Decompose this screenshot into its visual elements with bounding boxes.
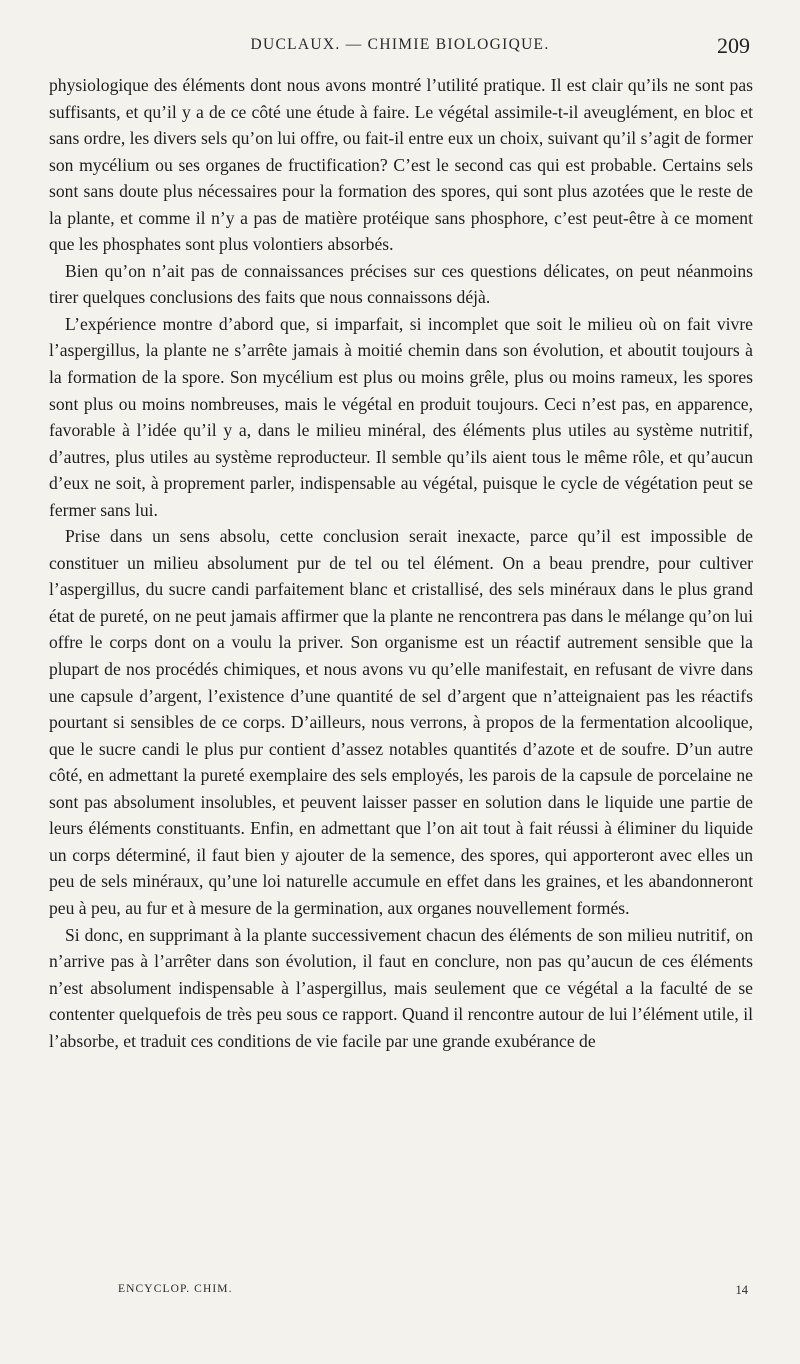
- paragraph: Prise dans un sens absolu, cette conclusion serait inexacte, parce qu’il est impossible de constituer un milieu absolument pur de tel ou tel élément. On a beau prendre, pour cultiver l’aspergillus, du sucre candi parfaitement blanc et cristallisé, des sels minéraux dans le plus grand état de pureté, on ne peut jamais affirmer que la plante ne rencontrera pas dans le mélange qu’on lui offre le corps dont on a voulu la priver. Son organisme est un réactif autrement sensible que la plupart de nos procédés chimiques, et nous avons vu qu’elle manifestait, en refusant de vivre dans une capsule d’argent, l’existence d’une quantité de sel d’argent que n’atteignaient pas les réactifs pourtant si sensibles de ce corps. D’ailleurs, nous verrons, à propos de la fermentation alcoolique, que le sucre candi le plus pur contient d’assez notables quantités d’azote et de soufre. D’un autre côté, en admettant la pureté exemplaire des sels employés, les parois de la capsule de porcelaine ne sont pas absolument insolubles, et peuvent laisser passer en solution dans le liquide une partie de leurs éléments constituants. Enfin, en admettant que l’on ait tout à fait réussi à éliminer du liquide un corps déterminé, il faut bien y ajouter de la semence, des spores, qui apporteront avec elles un peu de sels minéraux, qu’une loi naturelle accumule en effet dans les graines, et les abandonneront peu à peu, au fur et à mesure de la germination, aux organes nouvellement formés.: [49, 526, 753, 918]
- paragraph-continued: physiologique des éléments dont nous avons montré l’utilité pratique. Il est clair qu’ils ne sont pas suffisants, et qu’il y a de ce côté une étude à faire. Le végétal assimile-t-il aveuglément, en bloc et sans ordre, les divers sels qu’on lui offre, ou fait-il entre eux un choix, suivant qu’il s’agit de former son mycélium ou ses organes de fructification? C’est le second cas qui est probable. Certains sels sont sans doute plus nécessaires pour la formation des spores, qui sont plus azotées que le reste de la plante, et comme il n’y a pas de matière protéique sans phosphore, c’est peut-être à ce moment que les phosphates sont plus volontiers absorbés.: [49, 75, 753, 255]
- page-number: 209: [717, 33, 750, 58]
- printer-signature: ENCYCLOP. CHIM.: [118, 1283, 233, 1295]
- page-footer: [118, 1283, 748, 1303]
- running-header: [50, 33, 750, 62]
- running-title: DUCLAUX. — CHIMIE BIOLOGIQUE.: [250, 36, 550, 53]
- sheet-number: 14: [735, 1283, 748, 1297]
- body-text: [49, 72, 753, 1054]
- paragraph: L’expérience montre d’abord que, si imparfait, si incomplet que soit le milieu où on fait vivre l’aspergillus, la plante ne s’arrête jamais à moitié chemin dans son évolution, et aboutit toujours à la formation de la spore. Son mycélium est plus ou moins grêle, plus ou moins rameux, les spores sont plus ou moins nombreuses, mais le végétal en produit toujours. Ceci n’est pas, en apparence, favorable à l’idée qu’il y a, dans le milieu minéral, des éléments plus utiles au système nutritif, d’autres, plus utiles au système reproducteur. Il semble qu’ils aient tous le même rôle, et qu’aucun d’eux ne soit, à proprement parler, indispensable au végétal, puisque le cycle de végétation peut se fermer sans lui.: [49, 313, 753, 520]
- paragraph: Bien qu’on n’ait pas de connaissances précises sur ces questions délicates, on peut néanmoins tirer quelques conclusions des faits que nous connaissons déjà.: [49, 260, 753, 308]
- paragraph: Si donc, en supprimant à la plante successivement chacun des éléments de son milieu nutritif, on n’arrive pas à l’arrêter dans son évolution, il faut en conclure, non pas qu’aucun de ces éléments n’est absolument indispensable à l’aspergillus, mais seulement que ce végétal a la faculté de se contenter quelquefois de très peu sous ce rapport. Quand il rencontre autour de lui l’élément utile, il l’absorbe, et traduit ces conditions de vie facile par une grande exubérance de: [49, 924, 753, 1051]
